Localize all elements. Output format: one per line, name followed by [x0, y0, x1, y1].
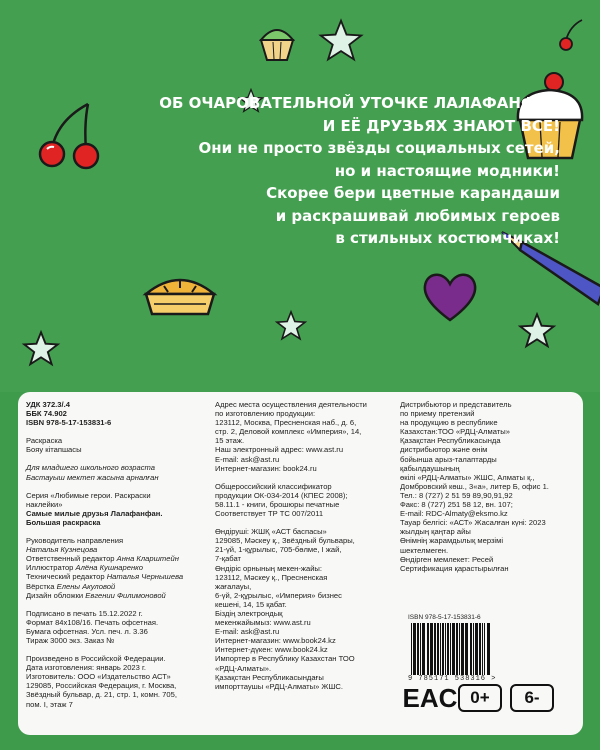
imprint-line: 58.11.1 - книги, брошюры печатные	[215, 499, 340, 509]
imprint-line: Өнімнің жарамдылық мерзімі	[400, 536, 504, 546]
imprint-line: Қазақстан Республикасында	[400, 436, 501, 446]
imprint-line: на продукцию в республике	[400, 418, 498, 428]
imprint-line: Интернет-дүкен: www.book24.kz	[215, 645, 328, 655]
imprint-line: 21-үй, 1-құрылыс, 705-бөлме, I жай,	[215, 545, 342, 555]
pie-icon	[140, 268, 220, 324]
series-line: Серия «Любимые герои. Раскраски	[26, 490, 151, 500]
blurb-line: Они не просто звёзды социальных сетей,	[198, 139, 560, 157]
barcode-digits: 9 785171 538316 >	[408, 675, 497, 683]
barcode-bar	[479, 623, 481, 675]
barcode-bar	[413, 623, 416, 675]
barcode-bars	[408, 623, 514, 675]
barcode-bar	[473, 623, 474, 675]
print-info: Подписано в печать 15.12.2022 г.	[26, 608, 143, 618]
imprint-line: Интернет-магазин: www.book24.kz	[215, 636, 336, 646]
book-title: Самые милые друзья Лалафанфан.	[26, 508, 163, 518]
imprint-line: 123112, Мәскеу қ., Пресненская	[215, 572, 328, 582]
barcode-bar	[461, 623, 464, 675]
print-info: Бумага офсетная. Усл. печ. л. 3.36	[26, 626, 148, 636]
imprint-panel	[18, 392, 583, 735]
imprint-line: импорттаушы «РДЦ-Алматы» ЖШС.	[215, 681, 343, 691]
imprint-line: по приему претензий	[400, 409, 475, 419]
barcode-bar	[411, 623, 412, 675]
credit-role: Технический редактор	[26, 572, 105, 582]
age-rating-badge: 6-	[510, 684, 554, 712]
imprint-line: стр. 2, Деловой комплекс «Империя», 14,	[215, 427, 362, 437]
eac-mark-text: EAC	[402, 683, 458, 713]
imprint-line: Казахстан:ТОО «РДЦ-Алматы»	[400, 427, 510, 437]
imprint-line: Интернет-магазин: book24.ru	[215, 463, 317, 473]
barcode-bar	[447, 623, 449, 675]
imprint-line: Өндіріс орнының мекен-жайы:	[215, 563, 322, 573]
book-type-kz: Бояу кітапшасы	[26, 445, 82, 455]
imprint-line: Импортер в Республику Казахстан ТОО	[215, 654, 355, 664]
imprint-line: 129085, Мәскеу қ., Звёздный бульвары,	[215, 536, 355, 546]
blurb-line: и раскрашивай любимых героев	[275, 206, 560, 225]
barcode-bar	[434, 623, 436, 675]
isbn-code: ISBN 978-5-17-153831-6	[26, 418, 112, 428]
imprint-line: дистрибьютор және өнім	[400, 445, 488, 455]
blurb-line: И ЕЁ ДРУЗЬЯХ ЗНАЮТ ВСЕ!	[322, 116, 560, 135]
barcode-bar	[475, 623, 478, 675]
imprint-line: Дистрибьютор и представитель	[400, 400, 512, 409]
imprint-line: өкілі «РДЦ-Алматы» ЖШС, Алматы қ.,	[400, 472, 535, 482]
credit-name: Евгении Филимоновой	[85, 590, 166, 600]
print-info: Формат 84х108/16. Печать офсетная.	[26, 617, 159, 627]
imprint-line: 6-үй, 2-құрылыс, «Империя» бизнес	[215, 590, 342, 600]
star-icon	[318, 18, 364, 64]
barcode-bar	[437, 623, 439, 675]
imprint-line: бойынша арыз-талаптарды	[400, 454, 497, 464]
imprint-line: продукции ОК-034-2014 (КПЕС 2008);	[215, 490, 348, 500]
imprint-line: E-mail: RDC-Almaty@eksmo.kz	[400, 509, 508, 519]
imprint-line: жылдың қаңтар айы	[400, 527, 471, 537]
credit-line	[26, 563, 208, 572]
bbk-code: ББК 74.902	[26, 409, 67, 419]
udk-code: УДК 372.3/.4	[26, 400, 70, 409]
imprint-line: Наш электронный адрес: www.ast.ru	[215, 445, 344, 455]
barcode-bar	[456, 623, 458, 675]
barcode-bar	[482, 623, 483, 675]
imprint-line: Өндіруші: ЖШҚ «АСТ баспасы»	[215, 527, 327, 537]
credit-role: Вёрстка	[26, 581, 55, 591]
imprint-line: мекенжайымыз: www.ast.ru	[215, 618, 311, 628]
credit-role: Дизайн обложки	[26, 590, 84, 600]
barcode-bar	[450, 623, 451, 675]
manufacturer-info: Изготовитель: ООО «Издательство АСТ»	[26, 672, 171, 682]
imprint-line: кешені, 14, 15 қабат.	[215, 599, 287, 609]
credit-role: Иллюстратор	[26, 563, 74, 573]
credit-name: Елены Акуловой	[56, 581, 116, 591]
imprint-line: Адрес места осуществления деятельности	[215, 400, 367, 409]
imprint-line: Тел.: 8 (727) 2 51 59 89,90,91,92	[400, 490, 513, 500]
blurb-line: ОБ ОЧАРОВАТЕЛЬНОЙ УТОЧКЕ ЛАЛАФАНФАН	[159, 94, 560, 112]
barcode-bar	[484, 623, 485, 675]
blurb-line: в стильных костюмчиках!	[335, 229, 560, 247]
manufacturer-info: Звёздный бульвар, д. 21, стр. 1, комн. 705,	[26, 690, 177, 700]
manufacturer-info: Дата изготовления: январь 2023 г.	[26, 663, 146, 673]
barcode-bar	[427, 623, 429, 675]
eac-mark-icon	[402, 682, 458, 713]
barcode-bar	[422, 623, 425, 675]
age-note-ru: Для младшего школьного возраста	[26, 463, 156, 473]
imprint-line: Өндірген мемлекет: Ресей	[400, 554, 494, 564]
imprint-line: Общероссийский классификатор	[215, 481, 332, 491]
barcode-isbn: ISBN 978-5-17-153831-6	[408, 614, 481, 621]
age-rating-badge: 0+	[458, 684, 502, 712]
manufacturer-info: 129085, Российская Федерация, г. Москва,	[26, 681, 177, 691]
credit-name: Наталья Чернышева	[106, 572, 184, 582]
cupcake-icon	[255, 18, 299, 64]
credit-line	[26, 554, 208, 563]
star-icon	[275, 310, 307, 342]
age-note-kz: Бастауыш мектеп жасына арналған	[26, 472, 159, 482]
book-type-ru: Раскраска	[26, 436, 63, 446]
barcode-bar	[465, 623, 468, 675]
barcode-bar	[470, 623, 472, 675]
credit-name: Алёна Кушнаренко	[75, 563, 143, 573]
imprint-line: «РДЦ-Алматы».	[215, 663, 272, 673]
barcode-bar	[445, 623, 446, 675]
imprint-line: 7-қабат	[215, 554, 242, 564]
barcode-bar	[487, 623, 490, 675]
star-icon	[22, 330, 60, 368]
cherry-icon	[556, 18, 586, 52]
imprint-line: 123112, Москва, Пресненская наб., д. 6,	[215, 418, 357, 428]
imprint-line: E-mail: ask@ast.ru	[215, 627, 280, 637]
barcode-bar	[440, 623, 441, 675]
imprint-line: Қазақстан Республикасындағы	[215, 672, 324, 682]
imprint-line: E-mail: ask@ast.ru	[215, 454, 280, 464]
imprint-line: 15 этаж.	[215, 436, 245, 446]
imprint-line: қабылдаушының	[400, 463, 460, 473]
imprint-line: Біздің электрондық	[215, 608, 283, 618]
credit-line	[26, 582, 208, 591]
imprint-line: Сертификация қарастырылған	[400, 563, 509, 573]
barcode-bar	[430, 623, 433, 675]
imprint-column-3	[400, 400, 576, 573]
imprint-line: Тауар белгісі: «АСТ» Жасалған күні: 2023	[400, 518, 546, 528]
barcode-bar	[417, 623, 419, 675]
credit-line	[26, 572, 208, 581]
credit-name: Анна Кларштейн	[116, 554, 179, 564]
blurb-line: Скорее бери цветные карандаши	[266, 184, 560, 202]
barcode	[408, 614, 514, 683]
barcode-bar	[452, 623, 455, 675]
series-line: наклейки»	[26, 499, 63, 509]
book-title: Большая раскраска	[26, 517, 101, 527]
imprint-line: Домбровский көш., 3«а», литер Б, офис 1.	[400, 481, 549, 491]
barcode-bar	[420, 623, 421, 675]
manufacturer-info: пом. I, этаж 7	[26, 699, 73, 709]
blurb	[0, 92, 560, 250]
heart-icon	[420, 268, 480, 324]
imprint-line: жағалауы,	[215, 581, 252, 591]
director-role: Руководитель направления	[26, 536, 124, 546]
imprint-line: Соответствует ТР ТС 007/2011	[215, 509, 324, 519]
print-info: Тираж 3000 экз. Заказ №	[26, 635, 115, 645]
manufacturer-info: Произведено в Российской Федерации.	[26, 654, 166, 664]
imprint-line: по изготовлению продукции:	[215, 409, 316, 419]
barcode-bar	[459, 623, 460, 675]
imprint-column-2	[215, 400, 395, 691]
imprint-line: Факс: 8 (727) 251 58 12, вн. 107;	[400, 500, 513, 510]
imprint-column-1	[26, 400, 208, 709]
imprint-line: шектелмеген.	[400, 545, 449, 555]
director-name: Наталья Кузнецова	[26, 545, 98, 555]
credit-role: Ответственный редактор	[26, 554, 115, 564]
credit-line	[26, 591, 208, 600]
blurb-line: но и настоящие модники!	[334, 161, 560, 180]
barcode-bar	[442, 623, 444, 675]
